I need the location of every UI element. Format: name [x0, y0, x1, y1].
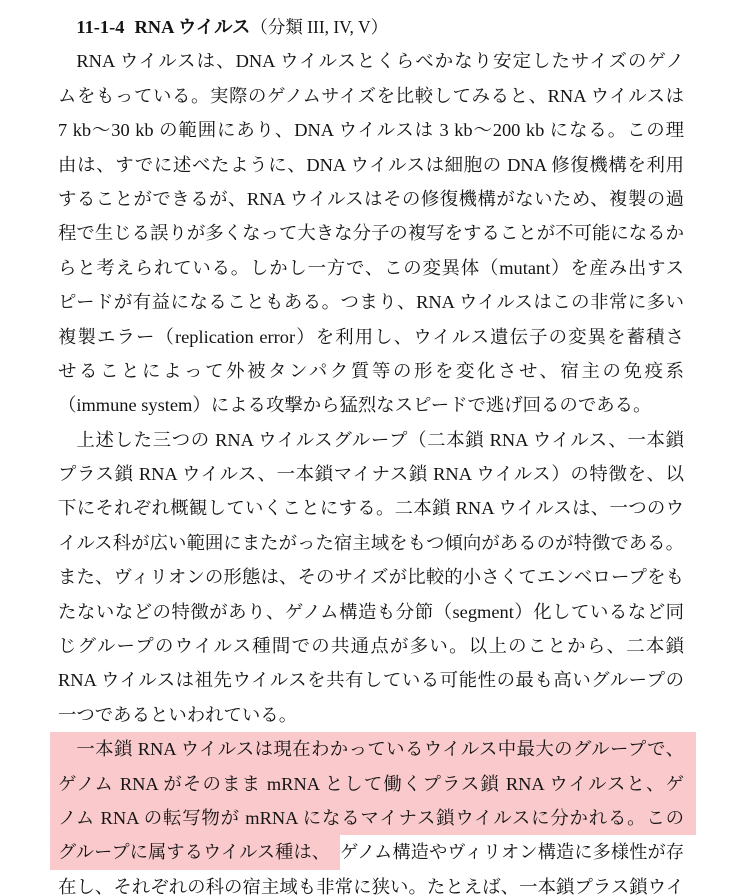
text-line: ムをもっている。実際のゲノムサイズを比較してみると、RNA ウイルスは — [58, 85, 684, 106]
text-line: ピードが有益になることもある。つまり、RNA ウイルスはこの非常に多い — [58, 292, 684, 313]
text-line: また、ヴィリオンの形態は、そのサイズが比較的小さくてエンベロープをも — [58, 567, 684, 588]
section-classification: （分類 III, IV, V） — [250, 17, 389, 37]
highlighted-text-line: ノム RNA の転写物が mRNA になるマイナス鎖ウイルスに分かれる。この — [50, 801, 696, 835]
text-line: 7 kb〜30 kb の範囲にあり、DNA ウイルスは 3 kb〜200 kb になる。この理 — [58, 120, 684, 141]
paragraph-2 — [58, 423, 684, 733]
text-line: イルス科が広い範囲にまたがった宿主域をもつ傾向があるのが特徴である。 — [58, 532, 684, 553]
section-title: RNA ウイルス — [134, 17, 251, 37]
text-line: 一つであるといわれている。 — [58, 704, 298, 725]
section-number: 11-1-4 — [76, 17, 125, 37]
text-line: らと考えられている。しかし一方で、この変異体（mutant）を産み出すス — [58, 257, 684, 278]
text-line: 複製エラー（replication error）を利用し、ウイルス遺伝子の変異を蓄積さ — [58, 326, 684, 347]
highlighted-text-segment: グループに属するウイルス種は、 — [50, 835, 340, 869]
text-line: RNA ウイルスは祖先ウイルスを共有している可能性の最も高いグループの — [58, 670, 684, 691]
text-line: せることによって外被タンパク質等の形を変化させ、宿主の免疫系 — [58, 360, 684, 381]
text-line: することができるが、RNA ウイルスはその修復機構がないため、複製の過 — [58, 188, 684, 209]
text-line: 下にそれぞれ概観していくことにする。二本鎖 RNA ウイルスは、一つのウ — [58, 498, 684, 519]
text-line: じグループのウイルス種間での共通点が多い。以上のことから、二本鎖 — [58, 636, 684, 657]
text-line: RNA ウイルスは、DNA ウイルスとくらべかなり安定したサイズのゲノ — [76, 51, 684, 72]
text-line: 程で生じる誤りが多くなって大きな分子の複写をすることが不可能になるか — [58, 223, 684, 244]
plain-text-segment: ゲノム構造やヴィリオン構造に多様性が存 — [340, 842, 685, 863]
text-line: （immune system）による攻撃から猛烈なスピードで逃げ回るのである。 — [58, 395, 652, 416]
text-line: プラス鎖 RNA ウイルス、一本鎖マイナス鎖 RNA ウイルス）の特徴を、以 — [58, 464, 684, 485]
text-line: 在し、それぞれの科の宿主域も非常に狭い。たとえば、一本鎖プラス鎖ウイ — [58, 876, 684, 896]
paragraph-1 — [58, 44, 684, 422]
highlighted-text-line: 一本鎖 RNA ウイルスは現在わかっているウイルス中最大のグループで、 — [50, 732, 696, 766]
section-heading — [58, 10, 684, 44]
text-line — [50, 835, 696, 869]
text-line: 由は、すでに述べたように、DNA ウイルスは細胞の DNA 修復機構を利用 — [58, 154, 684, 175]
text-line: 上述した三つの RNA ウイルスグループ（二本鎖 RNA ウイルス、一本鎖 — [76, 429, 684, 450]
text-line: たないなどの特徴があり、ゲノム構造も分節（segment）化しているなど同 — [58, 601, 684, 622]
highlighted-text-line: ゲノム RNA がそのまま mRNA として働くプラス鎖 RNA ウイルスと、ゲ — [50, 767, 696, 801]
paragraph-3 — [58, 732, 684, 895]
